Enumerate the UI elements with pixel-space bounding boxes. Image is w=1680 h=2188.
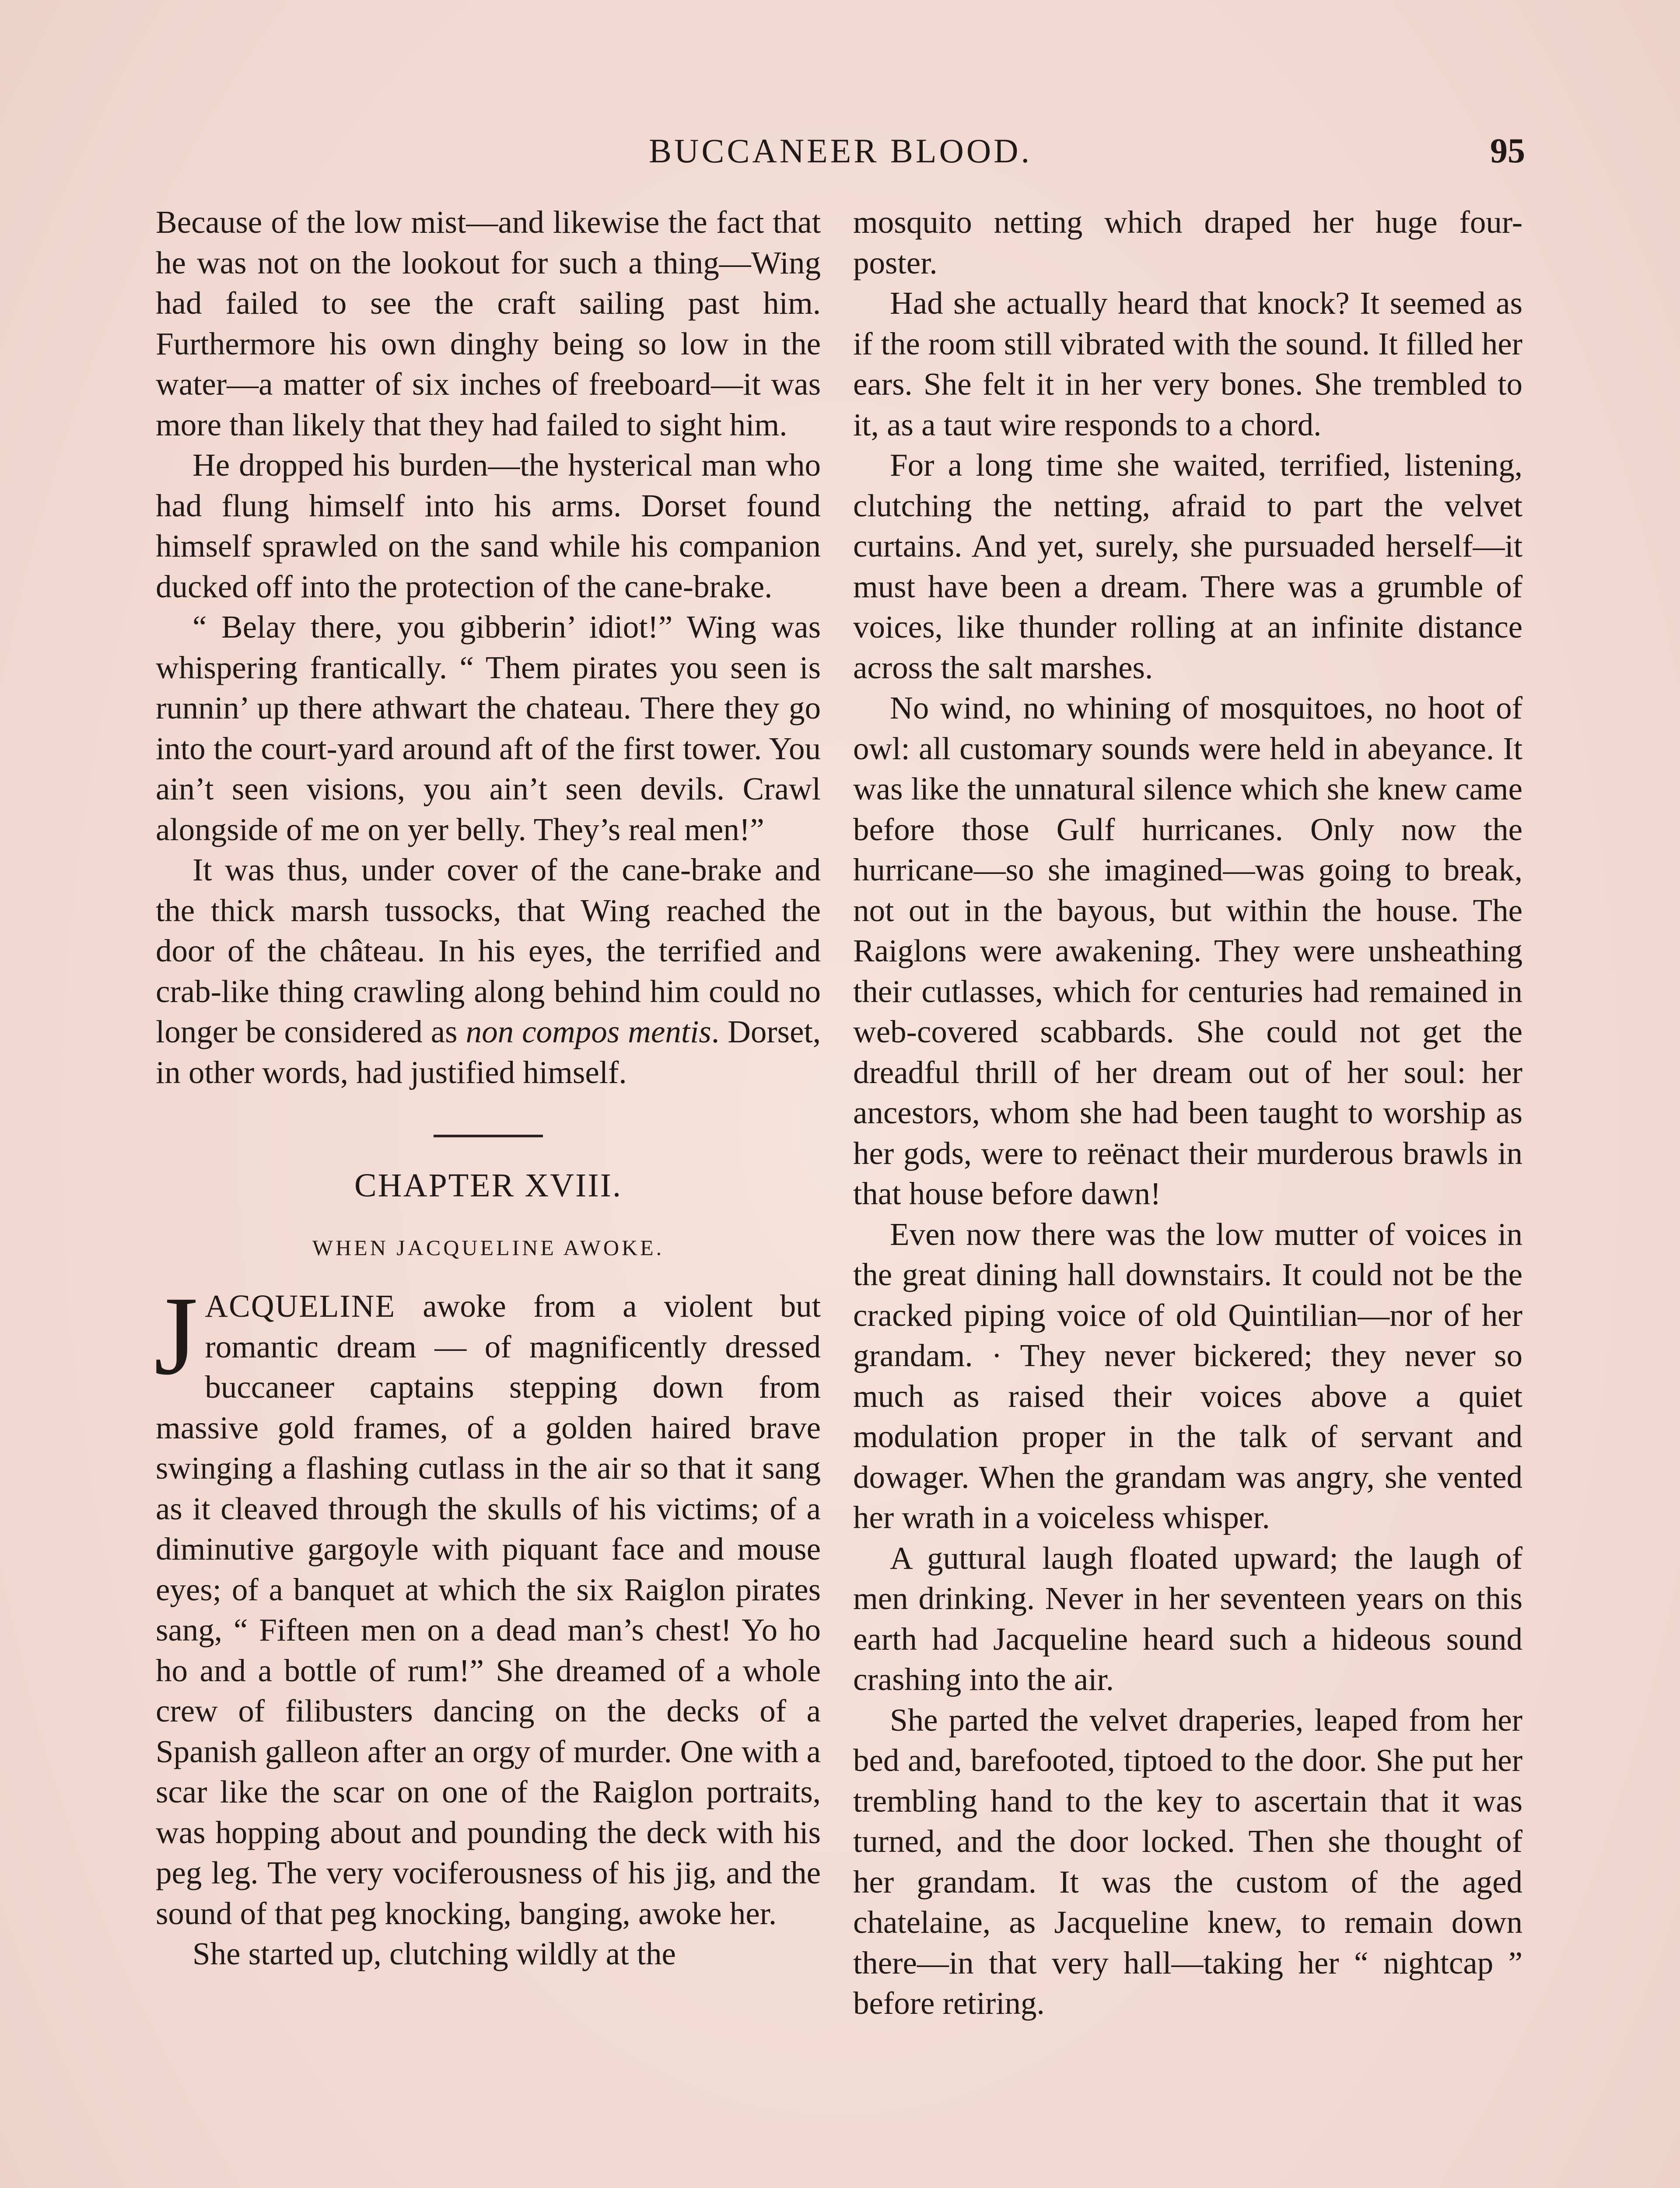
paragraph: For a long time she waited, terrified, listening, clutching the netting, afraid to part the velvet curtains. And yet, surely, she pursuaded herself—it must have been a dream. There was a grumble of voices, like thunder rolling at an infinite distance across the salt marshes. — [853, 447, 1522, 685]
latin-phrase: non compos mentis — [466, 1014, 711, 1049]
paragraph: She parted the velvet draperies, leaped from her bed and, barefooted, tiptoed to the door. She put her trembling hand to the key to ascertain that it was turned, and the door locked. Then she thought of her grandam. It was the custom of the aged chatelaine, as Jacqueline knew, to remain down there—in that very hall—taking her “ nightcap ” before retiring. — [853, 1702, 1522, 2021]
paragraph: Had she actually heard that knock? It seemed as if the room still vibrated with the sound. It filled her ears. She felt it in her very bones. She trembled to it, as a taut wire responds to a chord. — [853, 285, 1522, 442]
paragraph: mosquito netting which draped her huge four-poster. — [853, 204, 1522, 281]
section-rule — [434, 1135, 543, 1137]
paragraph: No wind, no whining of mosquitoes, no hoot of owl: all customary sounds were held in abeyance. It was like the unnatural silence which she knew came before those Gulf hurricanes. Only now the hurricane—so she imagined—was going to break, not out in the bayous, but within the house. The Raiglons were awakening. They were unsheathing their cutlasses, which for centuries had remained in web-covered scabbards. She could not get the dreadful thrill of her dream out of her soul: her ancestors, whom she had been taught to worship as her gods, were to reënact their murderous brawls in that house before dawn! — [853, 690, 1522, 1211]
paragraph: He dropped his burden—the hysterical man who had flung himself into his arms. Dorset found himself sprawled on the sand while his companion ducked off into the protection of the cane-brake. — [156, 447, 821, 604]
paragraph: Even now there was the low mutter of voices in the great dining hall downstairs. It could not be the cracked piping voice of old Quintilian—nor of her grandam. · They never bickered; they never so much as raised their voices above a quiet modulation proper in the talk of servant and dowager. When the grandam was angry, she vented her wrath in a voiceless whisper. — [853, 1216, 1522, 1535]
paragraph: She started up, clutching wildly at the — [192, 1936, 676, 1971]
drop-cap: J — [154, 1273, 198, 1398]
paragraph-text: It was thus, under cover of the cane-brake and the thick marsh tussocks, that Wing reached the door of the château. In his eyes, the terrified and crab-like thing crawling along behind him could no longer be considered as — [156, 852, 821, 1049]
opening-word: ACQUELINE — [205, 1288, 396, 1324]
chapter-title: CHAPTER XVIII. — [354, 1167, 622, 1204]
paragraph-text: . Dorset, in other words, had justified himself. — [156, 1014, 821, 1090]
paragraph — [156, 850, 821, 1093]
left-column — [156, 202, 821, 1974]
paragraph: “ Belay there, you gibberin’ idiot!” Wing was whispering frantically. “ Them pirates you seen is runnin’ up there athwart the chateau. There they go into the court-yard around aft of the first tower. You ain’t seen visions, you ain’t seen devils. Crawl alongside of me on yer belly. They’s real men!” — [156, 609, 821, 847]
running-head — [156, 127, 1525, 175]
paragraph-text: awoke from a violent but romantic dream — of magnificently dressed buccaneer captains stepping down from massive gold frames, of a golden haired brave swinging a flashing cutlass in the air so that it sang as it cleaved through the skulls of his victims; of a diminutive gargoyle with piquant face and mouse eyes; of a banquet at which the six Raiglon pirates sang, “ Fifteen men on a dead man’s chest! Yo ho ho and a bottle of rum!” She dreamed of a whole crew of filibusters dancing on the decks of a Spanish galleon after an orgy of murder. One with a scar like the scar on one of the Raiglon portraits, was hopping about and pounding the deck with his peg leg. The very vociferousness of his jig, and the sound of that peg knocking, banging, awoke her. — [156, 1288, 821, 1931]
running-title: BUCCANEER BLOOD. — [648, 132, 1032, 170]
paragraph — [154, 1273, 821, 1934]
paragraph: Because of the low mist—and likewise the fact that he was not on the lookout for such a thing—Wing had failed to see the craft sailing past him. Furthermore his own dinghy being so low in the water—a matter of six inches of freeboard—it was more than likely that they had failed to sight him. — [156, 204, 821, 442]
right-column — [853, 202, 1522, 2024]
page-number: 95 — [1490, 132, 1525, 170]
chapter-subtitle: WHEN JACQUELINE AWOKE. — [312, 1235, 665, 1260]
paragraph: A guttural laugh floated upward; the laugh of men drinking. Never in her seventeen years on this earth had Jacqueline heard such a hideous sound crashing into the air. — [853, 1540, 1522, 1697]
